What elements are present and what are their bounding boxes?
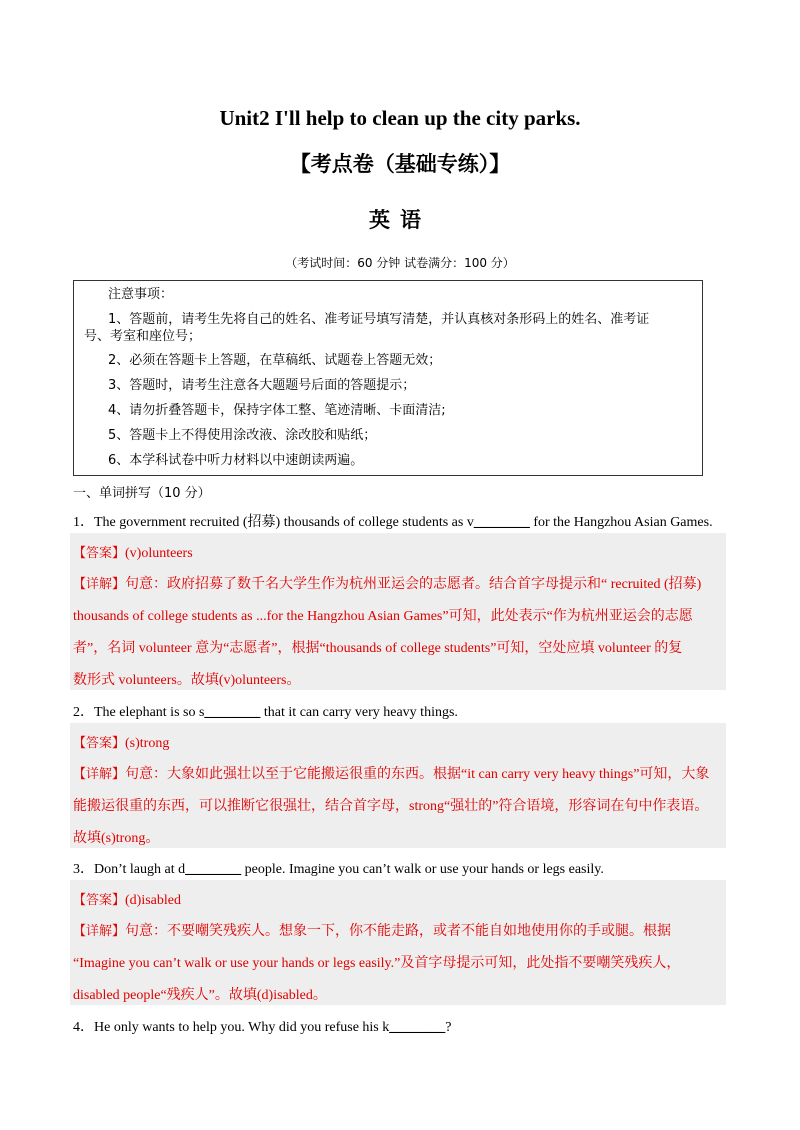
detail-line: disabled people“残疾人”。故填(d)isabled。 bbox=[73, 988, 327, 1003]
answer-line bbox=[73, 542, 722, 562]
detail-text: 句意：政府招募了数千名大学生作为杭州亚运会的志愿者。结合首字母提示和“ recruited (招募) bbox=[125, 577, 702, 592]
question-text: that it can carry very heavy things. bbox=[260, 705, 458, 720]
notice-item: 3、答题时，请考生注意各大题题号后面的答题提示； bbox=[108, 378, 416, 393]
page-subtitle: 【考点卷（基础专练）】 bbox=[289, 152, 511, 176]
page-title: Unit2 I'll help to clean up the city parks. bbox=[219, 106, 581, 130]
answer-label: 【答案】 bbox=[73, 736, 126, 751]
detail-line bbox=[73, 763, 722, 783]
detail-text: 句意：不要嘲笑残疾人。想象一下，你不能走路，或者不能自如地使用你的手或腿。根据 bbox=[125, 924, 672, 939]
answer-block-3 bbox=[70, 880, 726, 1005]
detail-line bbox=[73, 920, 722, 940]
detail-line: “Imagine you can’t walk or use your hands or legs easily.”及首字母提示可知，此处指不要嘲笑残疾人， bbox=[73, 956, 681, 971]
detail-text: 句意：大象如此强壮以至于它能搬运很重的东西。根据“it can carry very heavy things”可知，大象 bbox=[125, 767, 710, 782]
notice-item: 1、答题前，请考生先将自己的姓名、准考证号填写清楚，并认真核对条形码上的姓名、准考证 bbox=[108, 312, 650, 327]
answer-label: 【答案】 bbox=[73, 893, 126, 908]
question-2 bbox=[73, 701, 733, 721]
detail-line: 故填(s)trong。 bbox=[73, 831, 160, 846]
section-title: 一、单词拼写（10 分） bbox=[73, 486, 211, 501]
notice-item: 6、本学科试卷中听力材料以中速朗读两遍。 bbox=[108, 453, 364, 468]
subject-title: 英语 bbox=[369, 208, 431, 232]
question-3 bbox=[73, 858, 733, 878]
answer-value: (s)trong bbox=[125, 736, 170, 751]
question-text: 1．The government recruited (招募) thousands of college students as v bbox=[73, 515, 474, 530]
answer-blank: ________ bbox=[389, 1020, 446, 1035]
detail-label: 【详解】 bbox=[73, 767, 126, 782]
question-text: 2．The elephant is so s bbox=[73, 705, 205, 720]
answer-blank: ________ bbox=[473, 515, 530, 530]
answer-block-1 bbox=[70, 533, 726, 690]
detail-line: 能搬运很重的东西，可以推断它很强壮，结合首字母，strong“强壮的”符合语境，形容词在句中作表语。 bbox=[73, 799, 709, 814]
question-text: for the Hangzhou Asian Games. bbox=[529, 515, 713, 530]
detail-line: thousands of college students as ...for the Hangzhou Asian Games”可知，此处表示“作为杭州亚运会的志愿 bbox=[73, 609, 693, 624]
question-1 bbox=[73, 511, 733, 531]
exam-info: （考试时间：60 分钟 试卷满分：100 分） bbox=[285, 256, 515, 270]
detail-line: 者”，名词 volunteer 意为“志愿者”，根据“thousands of college students”可知，空处应填 volunteer 的复 bbox=[73, 641, 683, 656]
question-text: ? bbox=[445, 1020, 452, 1035]
notice-box bbox=[73, 280, 703, 476]
question-text: people. Imagine you can’t walk or use your hands or legs easily. bbox=[241, 862, 604, 877]
detail-line: 数形式 volunteers。故填(v)olunteers。 bbox=[73, 673, 301, 688]
answer-blank: ________ bbox=[185, 862, 242, 877]
answer-blank: ________ bbox=[204, 705, 261, 720]
answer-line bbox=[73, 889, 722, 909]
answer-label: 【答案】 bbox=[73, 546, 126, 561]
notice-item: 2、必须在答题卡上答题，在草稿纸、试题卷上答题无效； bbox=[108, 353, 442, 368]
detail-line bbox=[73, 573, 722, 593]
question-text: 4．He only wants to help you. Why did you refuse his k bbox=[73, 1020, 390, 1035]
answer-value: (d)isabled bbox=[125, 893, 181, 908]
answer-block-2 bbox=[70, 723, 726, 848]
answer-line bbox=[73, 732, 722, 752]
detail-label: 【详解】 bbox=[73, 924, 126, 939]
question-text: 3．Don’t laugh at d bbox=[73, 862, 186, 877]
notice-heading: 注意事项： bbox=[108, 287, 174, 302]
detail-label: 【详解】 bbox=[73, 577, 126, 592]
answer-value: (v)olunteers bbox=[125, 546, 193, 561]
notice-item: 号、考室和座位号； bbox=[84, 329, 202, 344]
notice-item: 4、请勿折叠答题卡，保持字体工整、笔迹清晰、卡面清洁; bbox=[108, 403, 446, 418]
notice-item: 5、答题卡上不得使用涂改液、涂改胶和贴纸； bbox=[108, 428, 377, 443]
question-4 bbox=[73, 1016, 733, 1036]
